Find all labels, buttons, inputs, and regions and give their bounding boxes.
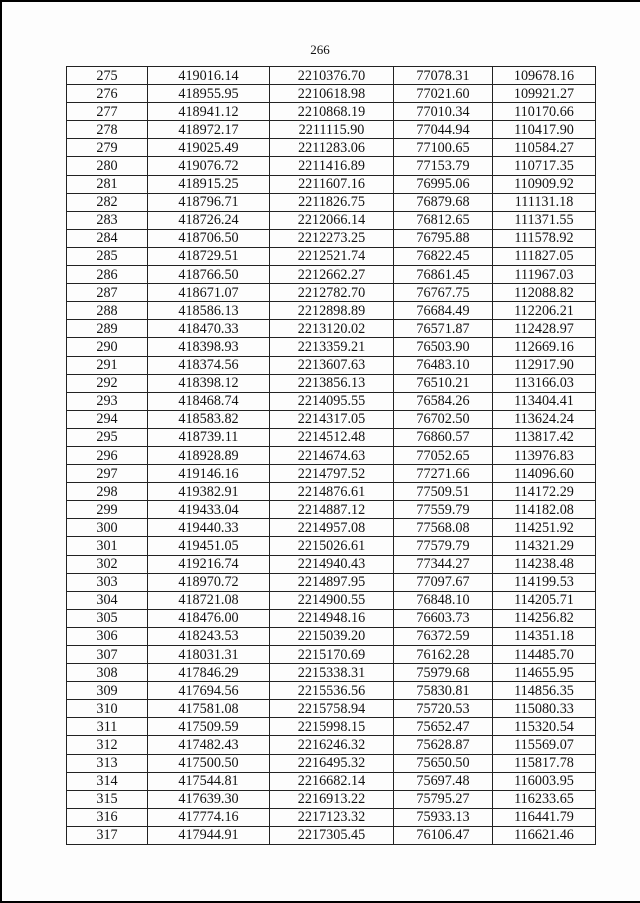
coord-y1-cell: 2212521.74 <box>270 247 394 265</box>
coord-y2-cell: 116233.65 <box>493 790 596 808</box>
coord-x2-cell: 77044.94 <box>394 121 493 139</box>
coord-y1-cell: 2213359.21 <box>270 338 394 356</box>
coord-y2-cell: 114485.70 <box>493 646 596 664</box>
coord-x1-cell: 419382.91 <box>148 483 270 501</box>
coord-x2-cell: 76684.49 <box>394 302 493 320</box>
coord-x1-cell: 418766.50 <box>148 266 270 284</box>
coord-y2-cell: 110909.92 <box>493 175 596 193</box>
coord-x2-cell: 75628.87 <box>394 736 493 754</box>
table-row <box>67 736 596 754</box>
coord-y1-cell: 2217305.45 <box>270 826 394 844</box>
page-number: 266 <box>310 42 330 57</box>
coord-x1-cell: 418583.82 <box>148 410 270 428</box>
table-row <box>67 85 596 103</box>
point-number-cell: 298 <box>67 483 148 501</box>
point-number-cell: 301 <box>67 537 148 555</box>
table-row <box>67 139 596 157</box>
coord-y2-cell: 110417.90 <box>493 121 596 139</box>
table-row <box>67 410 596 428</box>
coord-y1-cell: 2211607.16 <box>270 175 394 193</box>
coord-y1-cell: 2212273.25 <box>270 229 394 247</box>
coord-y2-cell: 114096.60 <box>493 465 596 483</box>
table-row <box>67 284 596 302</box>
point-number-cell: 302 <box>67 555 148 573</box>
coord-x1-cell: 417846.29 <box>148 664 270 682</box>
table-row <box>67 772 596 790</box>
table-row <box>67 555 596 573</box>
coord-x1-cell: 418031.31 <box>148 646 270 664</box>
table-row <box>67 374 596 392</box>
coord-x2-cell: 76702.50 <box>394 410 493 428</box>
coord-x1-cell: 418468.74 <box>148 392 270 410</box>
table-row <box>67 700 596 718</box>
scan-border-top <box>0 0 640 2</box>
coord-y2-cell: 116441.79 <box>493 808 596 826</box>
table-row <box>67 591 596 609</box>
coord-x2-cell: 77271.66 <box>394 465 493 483</box>
coord-y2-cell: 109921.27 <box>493 85 596 103</box>
coord-y1-cell: 2214876.61 <box>270 483 394 501</box>
coord-x2-cell: 77579.79 <box>394 537 493 555</box>
point-number-cell: 290 <box>67 338 148 356</box>
coord-y1-cell: 2215536.56 <box>270 682 394 700</box>
table-row <box>67 157 596 175</box>
point-number-cell: 303 <box>67 573 148 591</box>
coord-y1-cell: 2216682.14 <box>270 772 394 790</box>
coord-x1-cell: 418586.13 <box>148 302 270 320</box>
coord-x2-cell: 76571.87 <box>394 320 493 338</box>
point-number-cell: 296 <box>67 446 148 464</box>
coord-x1-cell: 418476.00 <box>148 609 270 627</box>
table-row <box>67 67 596 85</box>
coord-y1-cell: 2211115.90 <box>270 121 394 139</box>
coord-y2-cell: 113976.83 <box>493 446 596 464</box>
coord-x2-cell: 76995.06 <box>394 175 493 193</box>
coord-y2-cell: 114256.82 <box>493 609 596 627</box>
coord-x1-cell: 417944.91 <box>148 826 270 844</box>
point-number-cell: 283 <box>67 211 148 229</box>
coord-x1-cell: 417639.30 <box>148 790 270 808</box>
coord-x2-cell: 76767.75 <box>394 284 493 302</box>
point-number-cell: 309 <box>67 682 148 700</box>
coord-y2-cell: 110717.35 <box>493 157 596 175</box>
table-row <box>67 175 596 193</box>
coord-y1-cell: 2214095.55 <box>270 392 394 410</box>
coordinates-table-body <box>67 67 596 845</box>
table-row <box>67 356 596 374</box>
table-row <box>67 573 596 591</box>
coord-x2-cell: 76503.90 <box>394 338 493 356</box>
coord-x2-cell: 77568.08 <box>394 519 493 537</box>
coord-x1-cell: 418721.08 <box>148 591 270 609</box>
table-row <box>67 211 596 229</box>
coord-x2-cell: 76584.26 <box>394 392 493 410</box>
coord-x1-cell: 417581.08 <box>148 700 270 718</box>
point-number-cell: 289 <box>67 320 148 338</box>
table-row <box>67 465 596 483</box>
coord-x2-cell: 75697.48 <box>394 772 493 790</box>
coord-x2-cell: 77509.51 <box>394 483 493 501</box>
coord-y1-cell: 2214940.43 <box>270 555 394 573</box>
point-number-cell: 284 <box>67 229 148 247</box>
table-row <box>67 646 596 664</box>
coord-y2-cell: 111827.05 <box>493 247 596 265</box>
coord-y2-cell: 114205.71 <box>493 591 596 609</box>
point-number-cell: 299 <box>67 501 148 519</box>
coord-y1-cell: 2212782.70 <box>270 284 394 302</box>
coord-x2-cell: 76510.21 <box>394 374 493 392</box>
point-number-cell: 278 <box>67 121 148 139</box>
coord-y2-cell: 111967.03 <box>493 266 596 284</box>
table-row <box>67 808 596 826</box>
coord-y1-cell: 2214674.63 <box>270 446 394 464</box>
coord-y2-cell: 115080.33 <box>493 700 596 718</box>
coord-y2-cell: 112088.82 <box>493 284 596 302</box>
coord-y1-cell: 2213120.02 <box>270 320 394 338</box>
point-number-cell: 307 <box>67 646 148 664</box>
coord-x2-cell: 77078.31 <box>394 67 493 85</box>
coord-x1-cell: 418928.89 <box>148 446 270 464</box>
coord-x1-cell: 419016.14 <box>148 67 270 85</box>
coord-x1-cell: 418243.53 <box>148 627 270 645</box>
coord-y1-cell: 2215758.94 <box>270 700 394 718</box>
table-row <box>67 718 596 736</box>
coord-x1-cell: 418941.12 <box>148 103 270 121</box>
coord-x2-cell: 77021.60 <box>394 85 493 103</box>
point-number-cell: 316 <box>67 808 148 826</box>
coord-y1-cell: 2214900.55 <box>270 591 394 609</box>
coord-x1-cell: 419440.33 <box>148 519 270 537</box>
coord-x2-cell: 76861.45 <box>394 266 493 284</box>
coord-x2-cell: 76372.59 <box>394 627 493 645</box>
point-number-cell: 291 <box>67 356 148 374</box>
coord-y2-cell: 115569.07 <box>493 736 596 754</box>
coord-x2-cell: 76812.65 <box>394 211 493 229</box>
table-row <box>67 338 596 356</box>
coord-x2-cell: 77097.67 <box>394 573 493 591</box>
coord-x2-cell: 75795.27 <box>394 790 493 808</box>
coord-y2-cell: 114321.29 <box>493 537 596 555</box>
coord-x2-cell: 76106.47 <box>394 826 493 844</box>
coord-x2-cell: 75933.13 <box>394 808 493 826</box>
coord-y2-cell: 116621.46 <box>493 826 596 844</box>
coord-y1-cell: 2213607.63 <box>270 356 394 374</box>
coord-y1-cell: 2212898.89 <box>270 302 394 320</box>
coord-x1-cell: 418729.51 <box>148 247 270 265</box>
point-number-cell: 317 <box>67 826 148 844</box>
point-number-cell: 281 <box>67 175 148 193</box>
point-number-cell: 311 <box>67 718 148 736</box>
coord-x2-cell: 75650.50 <box>394 754 493 772</box>
point-number-cell: 308 <box>67 664 148 682</box>
coord-y2-cell: 110170.66 <box>493 103 596 121</box>
table-row <box>67 627 596 645</box>
coord-x1-cell: 419146.16 <box>148 465 270 483</box>
coord-y2-cell: 113404.41 <box>493 392 596 410</box>
point-number-cell: 276 <box>67 85 148 103</box>
coord-y1-cell: 2214512.48 <box>270 428 394 446</box>
point-number-cell: 297 <box>67 465 148 483</box>
table-row <box>67 302 596 320</box>
coord-y2-cell: 115817.78 <box>493 754 596 772</box>
point-number-cell: 285 <box>67 247 148 265</box>
coord-y1-cell: 2214317.05 <box>270 410 394 428</box>
table-row <box>67 483 596 501</box>
coord-y1-cell: 2213856.13 <box>270 374 394 392</box>
coord-x2-cell: 76795.88 <box>394 229 493 247</box>
table-row <box>67 446 596 464</box>
coord-y1-cell: 2214887.12 <box>270 501 394 519</box>
coord-y2-cell: 114172.29 <box>493 483 596 501</box>
table-row <box>67 537 596 555</box>
point-number-cell: 280 <box>67 157 148 175</box>
table-row <box>67 609 596 627</box>
coord-x2-cell: 77052.65 <box>394 446 493 464</box>
coord-x1-cell: 417500.50 <box>148 754 270 772</box>
point-number-cell: 286 <box>67 266 148 284</box>
coord-x2-cell: 76483.10 <box>394 356 493 374</box>
coord-y2-cell: 115320.54 <box>493 718 596 736</box>
point-number-cell: 315 <box>67 790 148 808</box>
table-row <box>67 193 596 211</box>
point-number-cell: 279 <box>67 139 148 157</box>
point-number-cell: 294 <box>67 410 148 428</box>
coord-x1-cell: 417544.81 <box>148 772 270 790</box>
coord-y1-cell: 2214957.08 <box>270 519 394 537</box>
table-row <box>67 266 596 284</box>
point-number-cell: 282 <box>67 193 148 211</box>
coord-y1-cell: 2210618.98 <box>270 85 394 103</box>
point-number-cell: 304 <box>67 591 148 609</box>
coord-x1-cell: 419216.74 <box>148 555 270 573</box>
coord-x1-cell: 418955.95 <box>148 85 270 103</box>
table-row <box>67 247 596 265</box>
coord-y2-cell: 113624.24 <box>493 410 596 428</box>
point-number-cell: 293 <box>67 392 148 410</box>
coord-x1-cell: 418972.17 <box>148 121 270 139</box>
coord-x1-cell: 418398.12 <box>148 374 270 392</box>
point-number-cell: 287 <box>67 284 148 302</box>
coord-x2-cell: 76879.68 <box>394 193 493 211</box>
table-row <box>67 229 596 247</box>
coord-y2-cell: 112206.21 <box>493 302 596 320</box>
point-number-cell: 275 <box>67 67 148 85</box>
coord-x2-cell: 77153.79 <box>394 157 493 175</box>
coord-y2-cell: 114251.92 <box>493 519 596 537</box>
coord-x1-cell: 418398.93 <box>148 338 270 356</box>
coord-y1-cell: 2212066.14 <box>270 211 394 229</box>
point-number-cell: 306 <box>67 627 148 645</box>
coord-x2-cell: 76822.45 <box>394 247 493 265</box>
table-row <box>67 682 596 700</box>
coord-x1-cell: 418796.71 <box>148 193 270 211</box>
coord-y1-cell: 2215039.20 <box>270 627 394 645</box>
coord-y2-cell: 111131.18 <box>493 193 596 211</box>
coord-x1-cell: 418374.56 <box>148 356 270 374</box>
scan-border-left <box>0 0 2 903</box>
coord-y2-cell: 111578.92 <box>493 229 596 247</box>
table-row <box>67 664 596 682</box>
coord-y2-cell: 114856.35 <box>493 682 596 700</box>
coord-x1-cell: 417694.56 <box>148 682 270 700</box>
coord-x2-cell: 75720.53 <box>394 700 493 718</box>
coord-x2-cell: 77559.79 <box>394 501 493 519</box>
coord-x2-cell: 77344.27 <box>394 555 493 573</box>
coord-y1-cell: 2216913.22 <box>270 790 394 808</box>
coord-x1-cell: 419076.72 <box>148 157 270 175</box>
coord-x1-cell: 418470.33 <box>148 320 270 338</box>
coord-y1-cell: 2210376.70 <box>270 67 394 85</box>
table-row <box>67 121 596 139</box>
coord-y1-cell: 2210868.19 <box>270 103 394 121</box>
coord-x1-cell: 419433.04 <box>148 501 270 519</box>
coord-y2-cell: 114199.53 <box>493 573 596 591</box>
coord-x2-cell: 77010.34 <box>394 103 493 121</box>
table-row <box>67 320 596 338</box>
table-row <box>67 790 596 808</box>
coord-x2-cell: 75652.47 <box>394 718 493 736</box>
coord-y2-cell: 112917.90 <box>493 356 596 374</box>
coord-y2-cell: 113817.42 <box>493 428 596 446</box>
coord-y2-cell: 112669.16 <box>493 338 596 356</box>
coord-y1-cell: 2212662.27 <box>270 266 394 284</box>
coord-y2-cell: 110584.27 <box>493 139 596 157</box>
coord-y2-cell: 113166.03 <box>493 374 596 392</box>
coord-x2-cell: 75979.68 <box>394 664 493 682</box>
coord-y2-cell: 114182.08 <box>493 501 596 519</box>
table-row <box>67 501 596 519</box>
table-row <box>67 103 596 121</box>
coord-x2-cell: 75830.81 <box>394 682 493 700</box>
coord-y2-cell: 116003.95 <box>493 772 596 790</box>
coord-x1-cell: 417774.16 <box>148 808 270 826</box>
coord-y1-cell: 2211283.06 <box>270 139 394 157</box>
coord-y1-cell: 2214797.52 <box>270 465 394 483</box>
table-row <box>67 428 596 446</box>
coord-x2-cell: 77100.65 <box>394 139 493 157</box>
coord-x1-cell: 418915.25 <box>148 175 270 193</box>
point-number-cell: 300 <box>67 519 148 537</box>
point-number-cell: 292 <box>67 374 148 392</box>
coord-y1-cell: 2214897.95 <box>270 573 394 591</box>
coord-y1-cell: 2216246.32 <box>270 736 394 754</box>
coord-x1-cell: 419025.49 <box>148 139 270 157</box>
point-number-cell: 288 <box>67 302 148 320</box>
coordinates-table <box>66 66 596 845</box>
coord-y1-cell: 2215338.31 <box>270 664 394 682</box>
coord-x1-cell: 418970.72 <box>148 573 270 591</box>
coord-x1-cell: 418739.11 <box>148 428 270 446</box>
point-number-cell: 312 <box>67 736 148 754</box>
table-row <box>67 392 596 410</box>
coord-y2-cell: 114238.48 <box>493 555 596 573</box>
coord-y2-cell: 109678.16 <box>493 67 596 85</box>
coord-y2-cell: 114351.18 <box>493 627 596 645</box>
coord-y1-cell: 2217123.32 <box>270 808 394 826</box>
table-row <box>67 519 596 537</box>
coord-y2-cell: 112428.97 <box>493 320 596 338</box>
point-number-cell: 295 <box>67 428 148 446</box>
coord-x1-cell: 418726.24 <box>148 211 270 229</box>
coord-y2-cell: 111371.55 <box>493 211 596 229</box>
point-number-cell: 277 <box>67 103 148 121</box>
coord-x1-cell: 417509.59 <box>148 718 270 736</box>
point-number-cell: 305 <box>67 609 148 627</box>
coord-y1-cell: 2215998.15 <box>270 718 394 736</box>
coord-x2-cell: 76860.57 <box>394 428 493 446</box>
coord-y1-cell: 2211416.89 <box>270 157 394 175</box>
coord-x1-cell: 418671.07 <box>148 284 270 302</box>
coord-x1-cell: 419451.05 <box>148 537 270 555</box>
coord-y1-cell: 2215026.61 <box>270 537 394 555</box>
coord-y2-cell: 114655.95 <box>493 664 596 682</box>
coord-y1-cell: 2211826.75 <box>270 193 394 211</box>
point-number-cell: 313 <box>67 754 148 772</box>
coord-x2-cell: 76603.73 <box>394 609 493 627</box>
coord-x2-cell: 76848.10 <box>394 591 493 609</box>
point-number-cell: 310 <box>67 700 148 718</box>
coord-x1-cell: 418706.50 <box>148 229 270 247</box>
coord-x1-cell: 417482.43 <box>148 736 270 754</box>
coord-y1-cell: 2216495.32 <box>270 754 394 772</box>
point-number-cell: 314 <box>67 772 148 790</box>
coord-y1-cell: 2215170.69 <box>270 646 394 664</box>
coord-x2-cell: 76162.28 <box>394 646 493 664</box>
table-row <box>67 826 596 844</box>
table-row <box>67 754 596 772</box>
coord-y1-cell: 2214948.16 <box>270 609 394 627</box>
